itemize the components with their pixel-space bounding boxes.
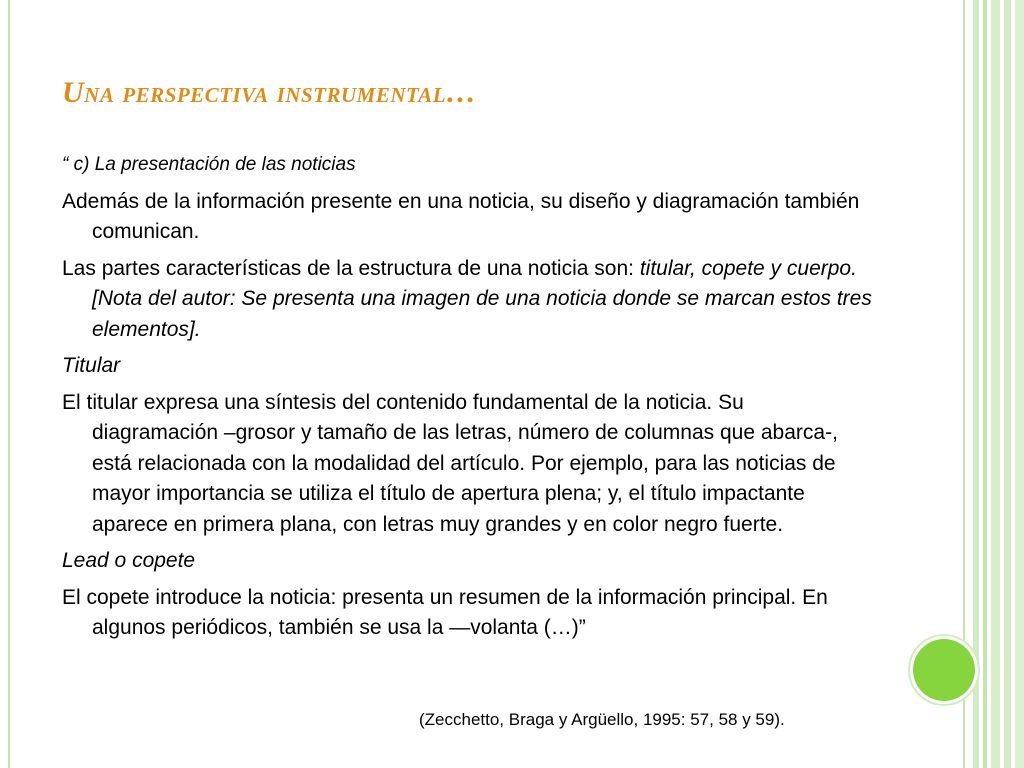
slide-body <box>62 150 872 650</box>
paragraph: El titular expresa una síntesis del contenido fundamental de la noticia. Su diagramación –grosor y tamaño de las letras, número de columnas que abarca-, está relacionada con la modalidad del artículo. Por ejemplo, para las noticias de mayor importancia se utiliza el título de apertura plena; y, el título impactante aparece en primera plana, con letras muy grandes y en color negro fuerte. <box>62 390 838 536</box>
paragraph-italic-text: titular, copete y cuerpo. [Nota del autor: Se presenta una imagen de una noticia donde se marcan estos tres elementos]. <box>92 256 872 341</box>
decorative-stripe <box>973 0 979 768</box>
subheading-titular: Titular <box>62 354 121 377</box>
decorative-stripe <box>991 0 1000 768</box>
paragraph <box>62 254 872 346</box>
decorative-stripe <box>1015 0 1024 768</box>
paragraph: El copete introduce la noticia: presenta un resumen de la información principal. En algunos periódicos, también se usa la —volanta (…)” <box>62 585 828 639</box>
slide-title: Una perspectiva instrumental… <box>62 76 477 109</box>
paragraph-text: Las partes características de la estructura de una noticia son: <box>62 256 640 280</box>
citation: (Zecchetto, Braga y Argüello, 1995: 57, 58 y 59). <box>419 710 785 729</box>
decorative-stripe <box>983 0 987 768</box>
paragraph: Además de la información presente en una noticia, su diseño y diagramación también comunican. <box>62 189 860 243</box>
subheading-copete: Lead o copete <box>62 549 196 572</box>
section-heading: “ c) La presentación de las noticias <box>62 154 356 175</box>
decorative-circle <box>913 639 975 701</box>
decorative-stripe <box>1004 0 1011 768</box>
